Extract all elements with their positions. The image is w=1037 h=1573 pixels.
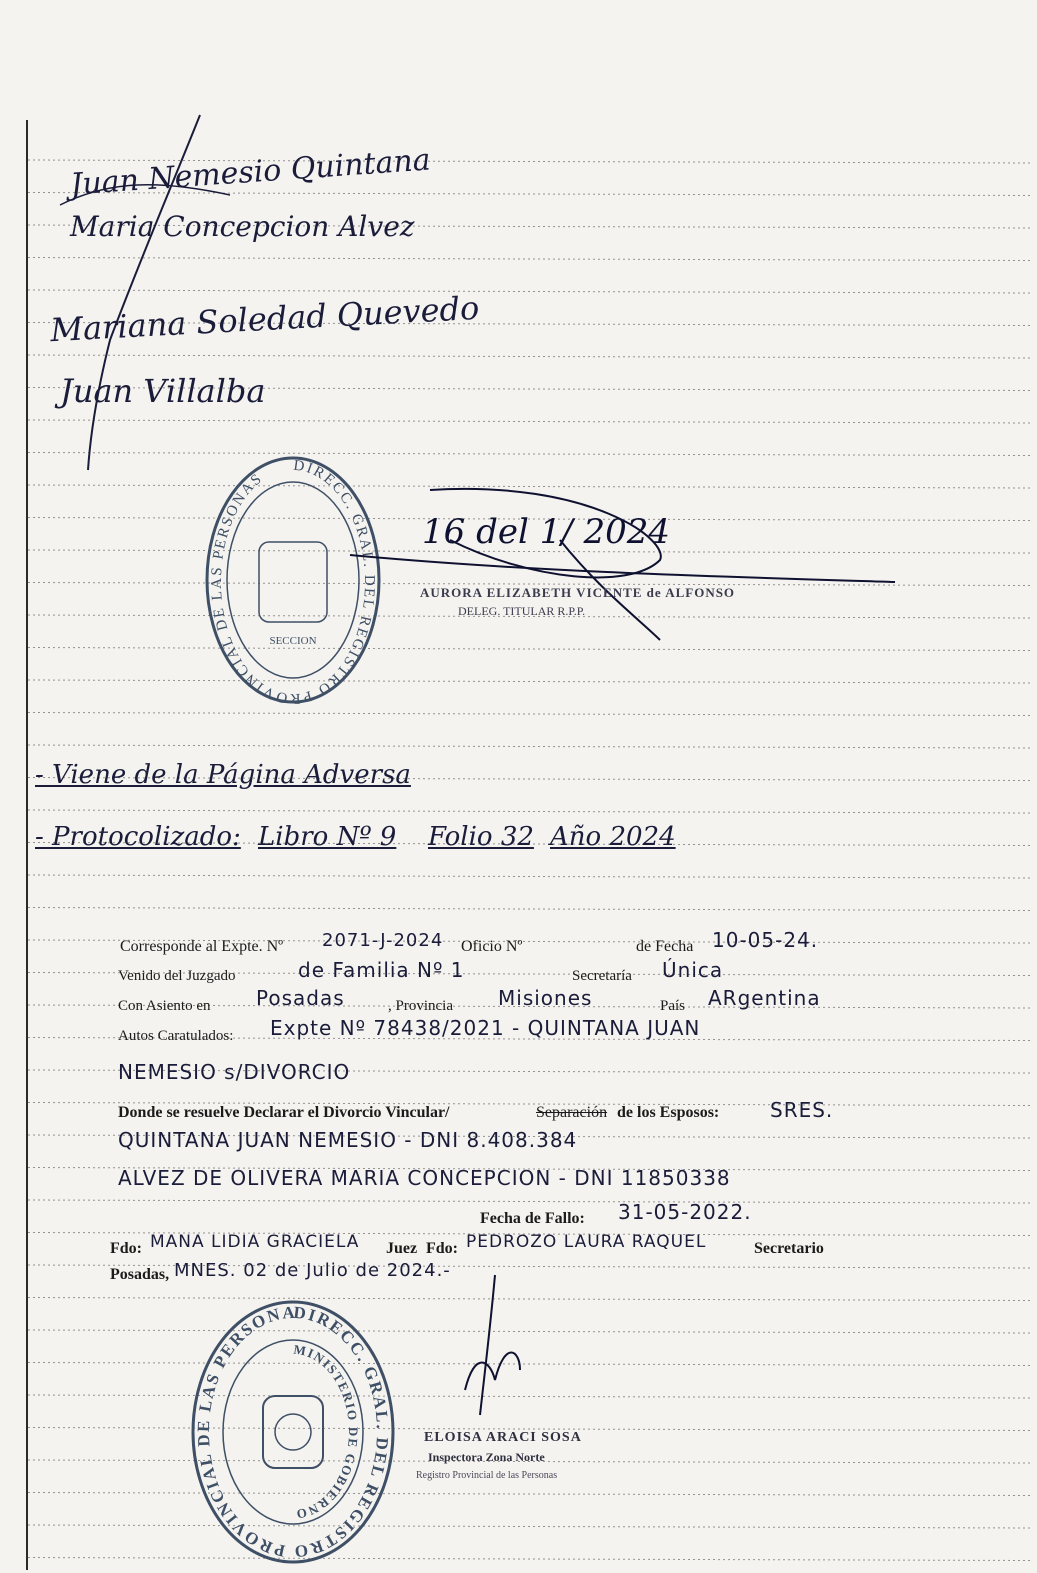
signature-3: Mariana Soledad Quevedo bbox=[49, 288, 481, 350]
value-esposos-prefix: SRES. bbox=[770, 1098, 834, 1122]
value-secretario: PEDROZO LAURA RAQUEL bbox=[466, 1232, 707, 1252]
stamp-bottom-signature bbox=[450, 1270, 540, 1420]
value-pais: ARgentina bbox=[708, 986, 821, 1010]
ruled-line bbox=[28, 908, 1030, 911]
ruled-line bbox=[28, 1493, 1030, 1496]
signature-2: Maria Concepcion Alvez bbox=[70, 210, 415, 243]
label-juzgado: Venido del Juzgado bbox=[118, 968, 236, 984]
seal-bottom-inner-ring: MINISTERIO DE GOBIERNO bbox=[292, 1341, 361, 1523]
stamp-bottom-officer-title: Inspectora Zona Norte bbox=[428, 1450, 545, 1464]
label-juez: Juez bbox=[386, 1240, 418, 1257]
label-expte: Corresponde al Expte. Nº bbox=[120, 938, 284, 955]
signature-flourish bbox=[50, 110, 270, 480]
label-oficio: Oficio Nº bbox=[461, 938, 523, 955]
seal-bottom bbox=[188, 1296, 398, 1573]
value-provincia: Misiones bbox=[498, 986, 593, 1010]
margin-line bbox=[26, 120, 28, 1570]
note-protocolizado-label: - Protocolizado: bbox=[35, 822, 241, 852]
value-juzgado: de Familia Nº 1 bbox=[298, 958, 465, 982]
value-fecha: 10-05-24. bbox=[712, 928, 819, 952]
note-folio: Folio 32 bbox=[428, 822, 534, 852]
svg-text:MINISTERIO DE GOBIERNO bbox=[293, 1342, 361, 1523]
ruled-line bbox=[28, 1525, 1030, 1528]
stamp-top-signature-stroke bbox=[330, 480, 910, 650]
ruled-line bbox=[28, 713, 1030, 716]
label-esposos: de los Esposos: bbox=[617, 1104, 720, 1121]
value-fecha-lugar: MNES. 02 de Julio de 2024.- bbox=[174, 1260, 451, 1281]
label-secretario: Secretario bbox=[754, 1240, 824, 1257]
label-lugar: Posadas, bbox=[110, 1266, 170, 1283]
label-fdo-sec: Fdo: bbox=[426, 1240, 458, 1257]
seal-top-ring-text: DIRECC. GRAL. DEL REGISTRO PROVINCIAL DE LAS PERSONAS bbox=[208, 457, 377, 707]
value-autos-2: NEMESIO s/DIVORCIO bbox=[118, 1060, 351, 1084]
value-asiento: Posadas bbox=[256, 986, 345, 1010]
ruled-line bbox=[28, 745, 1030, 748]
struck-separacion: Separación bbox=[536, 1104, 608, 1121]
note-libro: Libro Nº 9 bbox=[258, 822, 397, 852]
ruled-line bbox=[28, 680, 1030, 683]
stamp-top-officer-title: DELEG. TITULAR R.P.P. bbox=[458, 604, 586, 618]
ruled-line bbox=[28, 875, 1030, 878]
stamp-bottom-officer-name: ELOISA ARACI SOSA bbox=[424, 1430, 582, 1445]
value-esposo-2: ALVEZ DE OLIVERA MARIA CONCEPCION - DNI 11850338 bbox=[118, 1166, 731, 1190]
label-fdo-juez: Fdo: bbox=[110, 1240, 142, 1257]
note-viene: - Viene de la Página Adversa bbox=[35, 760, 411, 790]
ruled-line bbox=[28, 1558, 1030, 1561]
label-asiento: Con Asiento en bbox=[118, 998, 211, 1014]
note-anio: Año 2024 bbox=[550, 822, 676, 852]
value-secretaria: Única bbox=[662, 958, 724, 982]
label-resuelve: Donde se resuelve Declarar el Divorcio Vincular/ bbox=[118, 1104, 450, 1121]
signature-4: Juan Villalba bbox=[60, 372, 266, 410]
label-fallo: Fecha de Fallo: bbox=[480, 1210, 585, 1227]
label-fecha: de Fecha bbox=[636, 938, 694, 955]
value-juez: MANA LIDIA GRACIELA bbox=[150, 1232, 360, 1252]
label-secretaria: Secretaría bbox=[572, 968, 632, 984]
label-provincia: , Provincia bbox=[388, 998, 453, 1014]
stamp-top-officer-name: AURORA ELIZABETH VICENTE de ALFONSO bbox=[420, 585, 736, 600]
value-expte: 2071-J-2024 bbox=[322, 930, 444, 951]
value-esposo-1: QUINTANA JUAN NEMESIO - DNI 8.408.384 bbox=[118, 1128, 578, 1152]
seal-bottom-ring-text: DIRECC. GRAL. DEL REGISTRO PROVINCIAL DE LAS PERSONA bbox=[193, 1302, 392, 1562]
stamp-top-signature: 16 del 1/ 2024 bbox=[422, 512, 671, 552]
label-pais: País bbox=[660, 998, 686, 1014]
ruled-line bbox=[28, 810, 1030, 813]
value-fallo: 31-05-2022. bbox=[618, 1200, 752, 1224]
label-autos: Autos Caratulados: bbox=[118, 1028, 234, 1044]
seal-top-inner-text: SECCION bbox=[269, 635, 317, 647]
value-autos-1: Expte Nº 78438/2021 - QUINTANA JUAN bbox=[270, 1016, 701, 1040]
stamp-bottom-officer-dept: Registro Provincial de las Personas bbox=[416, 1470, 558, 1481]
signature-1: Juan Nemesio Quintana bbox=[69, 142, 432, 203]
ruled-line bbox=[28, 1200, 1030, 1203]
